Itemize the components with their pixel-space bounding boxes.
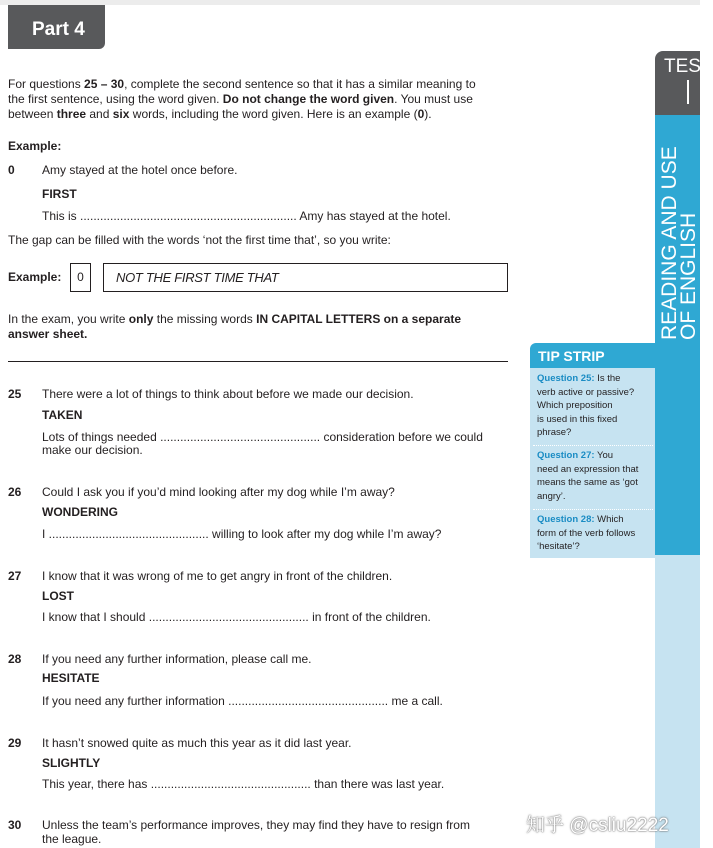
question-number: 26 — [8, 485, 22, 499]
example-gapline: This is ................................................................. Amy has stayed at the hotel. — [42, 209, 451, 223]
tip-strip-title: TIP STRIP — [530, 343, 655, 368]
example-number-box: 0 — [70, 263, 91, 292]
question-gapline: I know that I should ................................................ in front of the children. — [42, 610, 431, 624]
top-strip — [0, 0, 700, 5]
tip-question-25: Question 25: Is the verb active or passive? Which preposition is used in this fixed phrase? — [537, 373, 635, 438]
tip-question-28: Question 28: Which form of the verb follows ‘hesitate’? — [537, 514, 636, 552]
tip-question-27: Question 27: You need an expression that means the same as ‘got angry’. — [537, 450, 639, 502]
question-keyword: SLIGHTLY — [42, 756, 101, 770]
question-gapline: If you need any further information ................................................ me a call. — [42, 694, 443, 708]
example-number: 0 — [8, 163, 15, 177]
question-sentence-cont: the league. — [42, 832, 102, 846]
instructions: For questions 25 – 30, complete the second sentence so that it has a similar meaning to the first sentence, using the word given. Do not change the word given. You must use between three and six words, including the word given. Here is an example (0). — [8, 77, 476, 121]
question-sentence: It hasn’t snowed quite as much this year as it did last year. — [42, 736, 352, 750]
question-keyword: TAKEN — [42, 408, 83, 422]
exam-note: In the exam, you write only the missing words IN CAPITAL LETTERS on a separate answer sheet. — [8, 312, 462, 341]
test-number-mark — [687, 80, 689, 104]
question-keyword: HESITATE — [42, 671, 100, 685]
question-number: 30 — [8, 818, 22, 832]
question-sentence: Could I ask you if you’d mind looking after my dog while I’m away? — [42, 485, 395, 499]
example-explanation: The gap can be filled with the words ‘not the first time that’, so you write: — [8, 233, 391, 247]
question-gapline: I ................................................ willing to look after my dog while I’m away? — [42, 527, 442, 541]
section-label: READING AND USE OF ENGLISH — [658, 146, 700, 340]
part-title: Part 4 — [8, 5, 105, 49]
question-sentence: There were a lot of things to think about before we made our decision. — [42, 387, 414, 401]
watermark: 知乎 @csliu2222 — [526, 815, 669, 836]
tip-divider — [533, 445, 653, 446]
example-keyword: FIRST — [42, 187, 77, 201]
example-answer-box: NOT THE FIRST TIME THAT — [103, 263, 508, 292]
question-number: 27 — [8, 569, 22, 583]
question-sentence: I know that it was wrong of me to get angry in front of the children. — [42, 569, 393, 583]
divider — [8, 361, 508, 362]
tip-divider — [533, 509, 653, 510]
section-tab-light — [655, 555, 700, 848]
question-gapline: Lots of things needed ................................................ consideration before we could — [42, 430, 483, 444]
question-keyword: WONDERING — [42, 505, 118, 519]
question-number: 29 — [8, 736, 22, 750]
example-label: Example: — [8, 270, 62, 284]
question-gapline-cont: make our decision. — [42, 443, 143, 457]
example-heading: Example: — [8, 139, 62, 153]
question-sentence: If you need any further information, please call me. — [42, 652, 312, 666]
question-number: 25 — [8, 387, 22, 401]
example-sentence: Amy stayed at the hotel once before. — [42, 163, 238, 177]
question-number: 28 — [8, 652, 22, 666]
question-sentence: Unless the team’s performance improves, they may find they have to resign from — [42, 818, 470, 832]
test-label: TEST — [664, 56, 713, 77]
question-keyword: LOST — [42, 589, 74, 603]
question-gapline: This year, there has ................................................ than there was last year. — [42, 777, 445, 791]
